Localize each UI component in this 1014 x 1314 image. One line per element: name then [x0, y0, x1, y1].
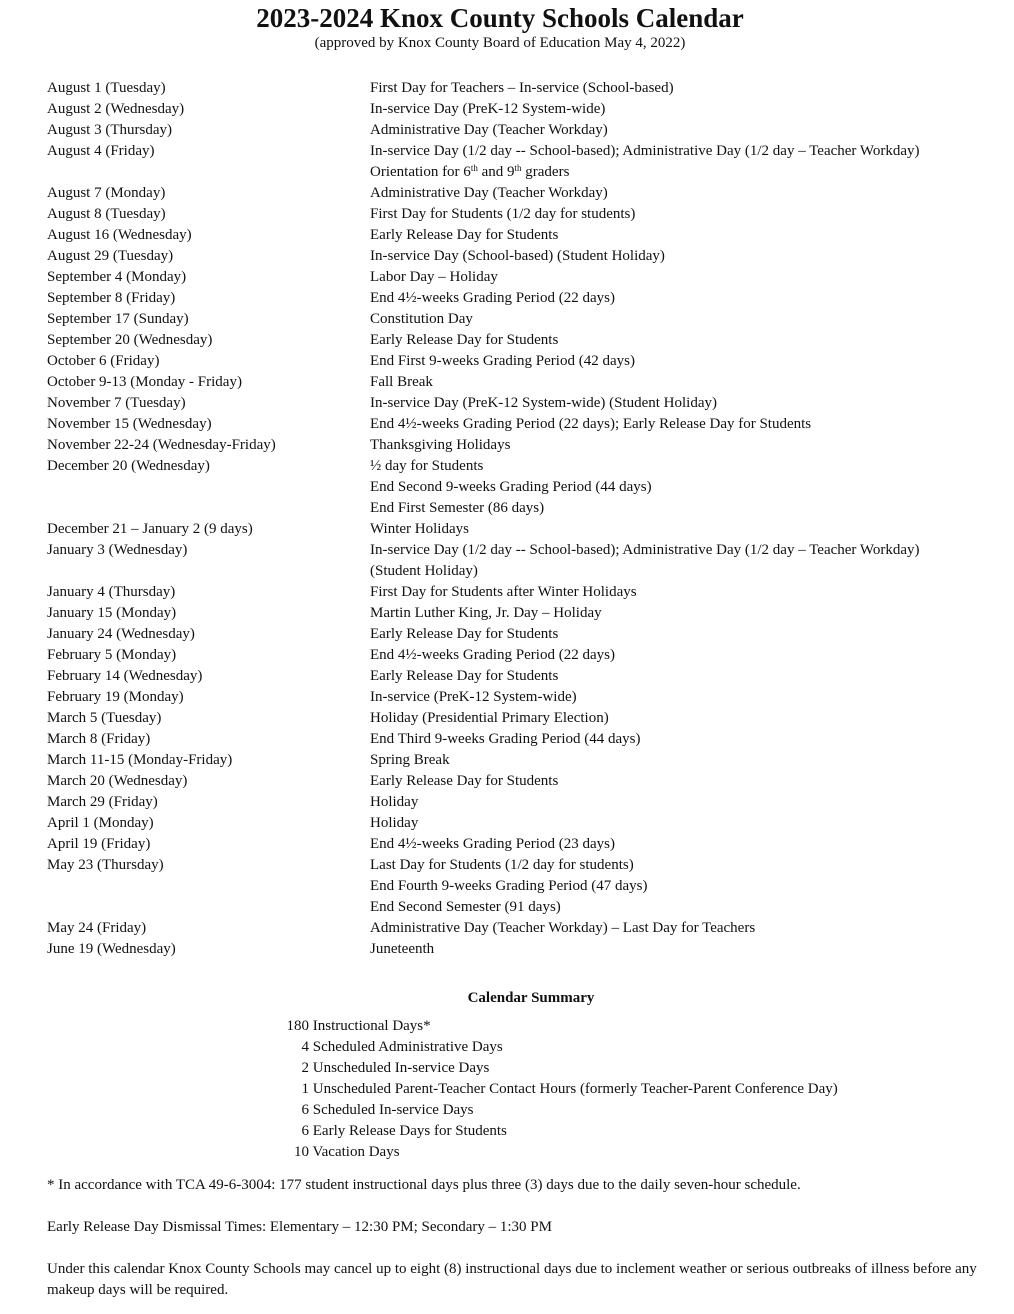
event-date: January 4 (Thursday) — [47, 584, 176, 600]
event-description-line: Labor Day – Holiday — [370, 269, 498, 285]
event-description-line: End 4½-weeks Grading Period (22 days) — [370, 290, 615, 306]
event-date: August 1 (Tuesday) — [47, 80, 166, 96]
event-row — [47, 792, 987, 813]
event-date: January 15 (Monday) — [47, 605, 177, 621]
event-description-line: Thanksgiving Holidays — [370, 437, 511, 453]
event-description-line: End 4½-weeks Grading Period (22 days) — [370, 647, 615, 663]
event-date: August 3 (Thursday) — [47, 122, 172, 138]
summary-label: Early Release Days for Students — [309, 1123, 507, 1139]
event-description — [370, 771, 987, 792]
summary-label: Vacation Days — [309, 1144, 400, 1160]
summary-item — [281, 1121, 981, 1142]
event-description — [370, 624, 987, 645]
event-date: March 29 (Friday) — [47, 794, 158, 810]
event-description-line: Holiday — [370, 815, 419, 831]
summary-label: Scheduled Administrative Days — [309, 1039, 503, 1055]
event-row — [47, 750, 987, 771]
event-description-line: Juneteenth — [370, 941, 435, 957]
event-description-line: Early Release Day for Students — [370, 332, 559, 348]
event-description-line: In-service (PreK-12 System-wide) — [370, 689, 577, 705]
event-description — [370, 519, 987, 540]
events-list — [47, 78, 987, 960]
event-date: August 8 (Tuesday) — [47, 206, 166, 222]
event-date: October 6 (Friday) — [47, 353, 160, 369]
event-row — [47, 141, 987, 183]
event-description — [370, 183, 987, 204]
event-row — [47, 78, 987, 99]
event-row — [47, 771, 987, 792]
event-row — [47, 225, 987, 246]
summary-label: Unscheduled In-service Days — [309, 1060, 490, 1076]
event-row — [47, 99, 987, 120]
event-date: November 22-24 (Wednesday-Friday) — [47, 437, 276, 453]
event-description — [370, 225, 987, 246]
superscript: th — [514, 163, 522, 173]
event-description — [370, 120, 987, 141]
event-description-line: Constitution Day — [370, 311, 473, 327]
event-date: March 8 (Friday) — [47, 731, 151, 747]
event-description-line: (Student Holiday) — [370, 563, 478, 579]
summary-item — [281, 1016, 981, 1037]
event-description-line: Spring Break — [370, 752, 450, 768]
event-row — [47, 267, 987, 288]
event-row — [47, 330, 987, 351]
event-description — [370, 288, 987, 309]
summary-item — [281, 1037, 981, 1058]
event-description — [370, 939, 987, 960]
summary-label: Instructional Days* — [309, 1018, 431, 1034]
event-row — [47, 540, 987, 582]
event-description-line: Administrative Day (Teacher Workday) – Last Day for Teachers — [370, 920, 756, 936]
event-date: February 19 (Monday) — [47, 689, 184, 705]
event-description-line: End Second 9-weeks Grading Period (44 days) — [370, 479, 652, 495]
event-row — [47, 729, 987, 750]
event-description — [370, 435, 987, 456]
event-description — [370, 708, 987, 729]
summary-title: Calendar Summary — [467, 990, 595, 1006]
event-date: December 21 – January 2 (9 days) — [47, 521, 253, 537]
summary-count: 2 — [301, 1060, 309, 1076]
event-date: August 16 (Wednesday) — [47, 227, 192, 243]
cancellation-note: Under this calendar Knox County Schools may cancel up to eight (8) instructional days due to inclement weather or serious outbreaks of illness before any makeup days will be required. — [47, 1261, 977, 1298]
event-description — [370, 666, 987, 687]
event-description-line: First Day for Students (1/2 day for students) — [370, 206, 636, 222]
summary-item — [281, 1100, 981, 1121]
event-row — [47, 351, 987, 372]
summary-count: 1 — [301, 1081, 309, 1097]
event-date: March 5 (Tuesday) — [47, 710, 162, 726]
event-description-line: Fall Break — [370, 374, 433, 390]
event-date: January 3 (Wednesday) — [47, 542, 188, 558]
event-row — [47, 246, 987, 267]
event-description — [370, 78, 987, 99]
event-description-line: End 4½-weeks Grading Period (22 days); Early Release Day for Students — [370, 416, 812, 432]
event-description-line: First Day for Teachers – In-service (School-based) — [370, 80, 674, 96]
event-date: March 20 (Wednesday) — [47, 773, 188, 789]
event-description-line: End Fourth 9-weeks Grading Period (47 days) — [370, 878, 648, 894]
event-row — [47, 939, 987, 960]
event-row — [47, 393, 987, 414]
event-date: April 19 (Friday) — [47, 836, 151, 852]
event-description — [370, 540, 987, 582]
event-description — [370, 99, 987, 120]
event-date: December 20 (Wednesday) — [47, 458, 210, 474]
event-date: September 20 (Wednesday) — [47, 332, 213, 348]
event-row — [47, 456, 987, 519]
summary-label: Scheduled In-service Days — [309, 1102, 474, 1118]
event-row — [47, 603, 987, 624]
event-description — [370, 456, 987, 519]
event-description — [370, 603, 987, 624]
event-date: February 14 (Wednesday) — [47, 668, 203, 684]
event-date: April 1 (Monday) — [47, 815, 154, 831]
event-date: September 4 (Monday) — [47, 269, 187, 285]
event-description — [370, 267, 987, 288]
event-description — [370, 813, 987, 834]
event-description-line: Orientation for 6th and 9th graders — [370, 163, 570, 180]
event-row — [47, 204, 987, 225]
summary-count: 4 — [301, 1039, 309, 1055]
event-description-line: Winter Holidays — [370, 521, 469, 537]
event-date: January 24 (Wednesday) — [47, 626, 195, 642]
event-row — [47, 708, 987, 729]
event-description-line: First Day for Students after Winter Holidays — [370, 584, 637, 600]
event-row — [47, 645, 987, 666]
summary-item — [281, 1142, 981, 1163]
event-date: March 11-15 (Monday-Friday) — [47, 752, 233, 768]
summary-count: 6 — [301, 1123, 309, 1139]
event-date: November 7 (Tuesday) — [47, 395, 186, 411]
event-row — [47, 519, 987, 540]
event-date: February 5 (Monday) — [47, 647, 177, 663]
page-title: 2023-2024 Knox County Schools Calendar — [256, 3, 744, 33]
event-description-line: In-service Day (School-based) (Student Holiday) — [370, 248, 665, 264]
event-row — [47, 372, 987, 393]
event-description — [370, 792, 987, 813]
summary-label: Unscheduled Parent-Teacher Contact Hours (formerly Teacher-Parent Conference Day) — [309, 1081, 838, 1097]
event-description-line: Early Release Day for Students — [370, 668, 559, 684]
event-description-line: Administrative Day (Teacher Workday) — [370, 122, 608, 138]
event-description-line: Holiday — [370, 794, 419, 810]
event-description-line: End Second Semester (91 days) — [370, 899, 561, 915]
event-description — [370, 204, 987, 225]
event-description — [370, 834, 987, 855]
event-description — [370, 351, 987, 372]
event-description-line: Early Release Day for Students — [370, 227, 559, 243]
event-description — [370, 372, 987, 393]
event-description — [370, 918, 987, 939]
page-subtitle: (approved by Knox County Board of Education May 4, 2022) — [314, 35, 686, 51]
event-row — [47, 120, 987, 141]
event-description — [370, 393, 987, 414]
event-description-line: In-service Day (PreK-12 System-wide) (Student Holiday) — [370, 395, 717, 411]
event-date: August 29 (Tuesday) — [47, 248, 174, 264]
event-description — [370, 330, 987, 351]
event-description-line: Martin Luther King, Jr. Day – Holiday — [370, 605, 602, 621]
event-description-line: Administrative Day (Teacher Workday) — [370, 185, 608, 201]
event-description-line: In-service Day (1/2 day -- School-based); Administrative Day (1/2 day – Teacher Workday) — [370, 143, 920, 159]
event-row — [47, 666, 987, 687]
event-row — [47, 435, 987, 456]
event-description-line: Early Release Day for Students — [370, 773, 559, 789]
summary-count: 10 — [294, 1144, 309, 1160]
event-description — [370, 582, 987, 603]
event-description — [370, 309, 987, 330]
superscript: th — [470, 163, 478, 173]
event-description-line: Early Release Day for Students — [370, 626, 559, 642]
event-row — [47, 687, 987, 708]
event-description — [370, 246, 987, 267]
footnote: * In accordance with TCA 49-6-3004: 177 student instructional days plus three (3) days due to the daily seven-hour schedule. — [47, 1177, 801, 1193]
event-row — [47, 834, 987, 855]
event-date: August 7 (Monday) — [47, 185, 166, 201]
event-date: June 19 (Wednesday) — [47, 941, 176, 957]
event-description — [370, 687, 987, 708]
event-description-line: Last Day for Students (1/2 day for students) — [370, 857, 634, 873]
event-row — [47, 855, 987, 918]
event-description-line: Holiday (Presidential Primary Election) — [370, 710, 609, 726]
event-row — [47, 288, 987, 309]
event-description-line: In-service Day (1/2 day -- School-based); Administrative Day (1/2 day – Teacher Workday) — [370, 542, 920, 558]
event-description-line: End 4½-weeks Grading Period (23 days) — [370, 836, 615, 852]
event-date: September 17 (Sunday) — [47, 311, 189, 327]
event-row — [47, 813, 987, 834]
event-description-line: End First 9-weeks Grading Period (42 days) — [370, 353, 635, 369]
event-description — [370, 645, 987, 666]
summary-count: 6 — [301, 1102, 309, 1118]
event-description — [370, 750, 987, 771]
event-description — [370, 414, 987, 435]
event-description-line: In-service Day (PreK-12 System-wide) — [370, 101, 606, 117]
event-description — [370, 141, 987, 183]
event-row — [47, 183, 987, 204]
event-date: October 9-13 (Monday - Friday) — [47, 374, 242, 390]
summary-item — [281, 1058, 981, 1079]
event-description-line: ½ day for Students — [370, 458, 484, 474]
event-description — [370, 729, 987, 750]
event-description — [370, 855, 987, 918]
event-date: May 23 (Thursday) — [47, 857, 164, 873]
dismissal-times: Early Release Day Dismissal Times: Elementary – 12:30 PM; Secondary – 1:30 PM — [47, 1219, 552, 1235]
event-date: August 4 (Friday) — [47, 143, 155, 159]
event-date: August 2 (Wednesday) — [47, 101, 185, 117]
event-description-line: End Third 9-weeks Grading Period (44 days) — [370, 731, 641, 747]
event-date: November 15 (Wednesday) — [47, 416, 212, 432]
event-row — [47, 624, 987, 645]
event-row — [47, 582, 987, 603]
summary-item — [281, 1079, 981, 1100]
event-row — [47, 918, 987, 939]
event-description-line: End First Semester (86 days) — [370, 500, 545, 516]
event-row — [47, 414, 987, 435]
summary-list — [281, 1016, 981, 1163]
event-row — [47, 309, 987, 330]
event-date: May 24 (Friday) — [47, 920, 147, 936]
event-date: September 8 (Friday) — [47, 290, 176, 306]
summary-count: 180 — [286, 1018, 309, 1034]
